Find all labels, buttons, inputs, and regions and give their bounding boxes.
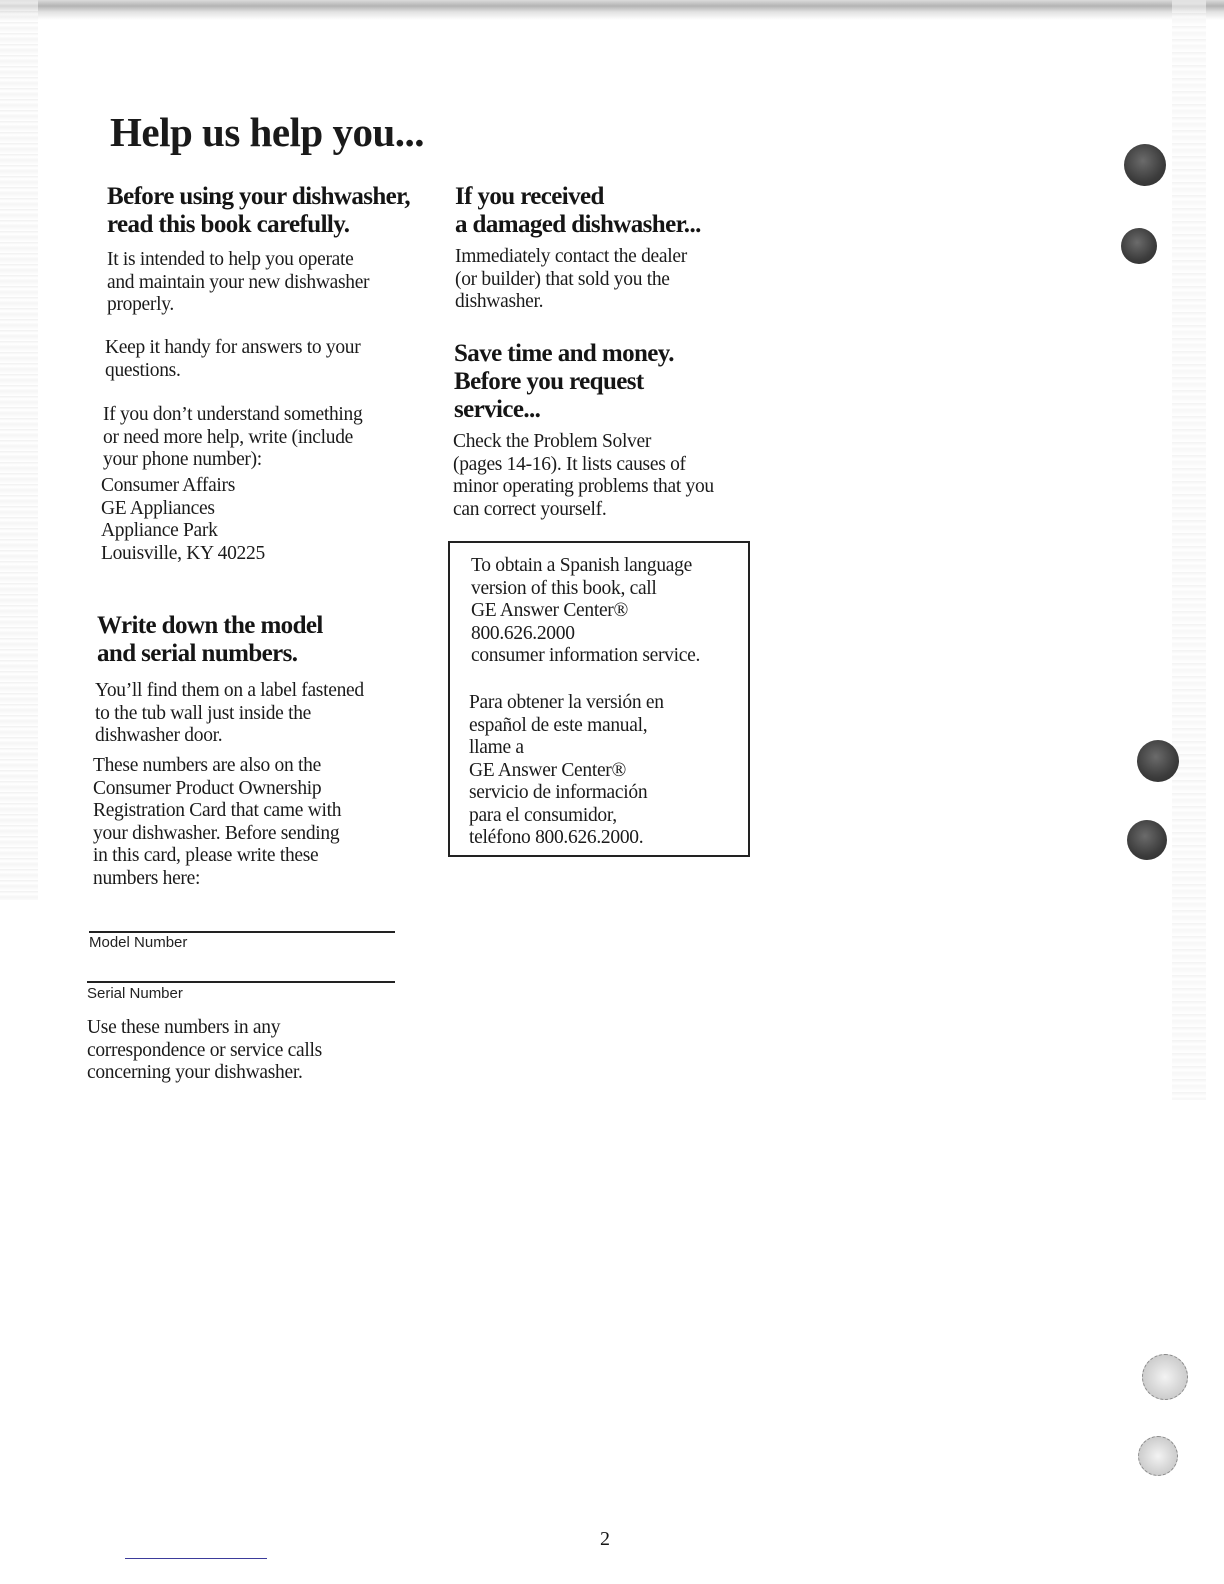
scan-edge-right: [1172, 0, 1206, 1100]
text-line: GE Answer Center®: [469, 759, 627, 781]
heading-line: read this book carefully.: [107, 211, 350, 238]
spanish-box-spanish-text: [469, 692, 664, 850]
text-line: (pages 14-16). It lists causes of: [453, 453, 686, 475]
text-line: your dishwasher. Before sending: [93, 822, 340, 844]
text-line: and maintain your new dishwasher: [107, 271, 370, 293]
mailing-address: [101, 475, 265, 565]
text-line: minor operating problems that you: [453, 476, 714, 497]
text-line: GE Answer Center®: [471, 600, 629, 621]
text-line: teléfono 800.626.2000.: [469, 827, 644, 848]
registration-card-paragraph: [93, 755, 341, 890]
heading-line: If you received: [455, 183, 604, 210]
binder-hole-icon: [1138, 1436, 1178, 1476]
text-line: It is intended to help you operate: [107, 249, 354, 270]
label-location-paragraph: [95, 680, 364, 748]
text-line: Para obtener la versión en: [469, 692, 664, 713]
page-title: Help us help you...: [110, 109, 425, 155]
address-line: Appliance Park: [101, 520, 218, 541]
text-line: to the tub wall just inside the: [95, 702, 312, 724]
heading-line: service...: [454, 396, 541, 423]
binder-hole-icon: [1137, 740, 1179, 782]
text-line: in this card, please write these: [93, 845, 319, 866]
page-number: 2: [600, 1528, 610, 1550]
help-paragraph: [103, 404, 362, 472]
address-line: GE Appliances: [101, 497, 215, 519]
address-line: Louisville, KY 40225: [101, 542, 265, 564]
heading-line: Before using your dishwasher,: [107, 183, 411, 210]
damaged-dishwasher-heading: [455, 183, 701, 239]
problem-solver-paragraph: [453, 431, 714, 521]
intro-paragraph: [107, 249, 369, 317]
binder-hole-icon: [1142, 1354, 1188, 1400]
text-line: dishwasher door.: [95, 725, 223, 746]
model-serial-heading: [97, 612, 323, 668]
text-line: servicio de información: [469, 782, 648, 803]
text-line: can correct yourself.: [453, 498, 607, 520]
serial-number-label: Serial Number: [87, 985, 183, 1002]
text-line: consumer information service.: [471, 645, 701, 666]
heading-line: Before you request: [454, 368, 644, 395]
text-line: or need more help, write (include: [103, 426, 353, 448]
text-line: These numbers are also on the: [93, 755, 321, 776]
text-line: llame a: [469, 737, 524, 758]
heading-line: and serial numbers.: [97, 640, 298, 667]
binder-hole-icon: [1121, 228, 1157, 264]
text-line: numbers here:: [93, 867, 201, 889]
text-line: español de este manual,: [469, 714, 648, 736]
before-using-heading: [107, 183, 410, 239]
text-line: Keep it handy for answers to your: [105, 337, 361, 358]
text-line: Immediately contact the dealer: [455, 246, 687, 267]
text-line: your phone number):: [103, 449, 262, 470]
text-line: questions.: [105, 359, 181, 381]
text-line: (or builder) that sold you the: [455, 268, 670, 290]
text-line: To obtain a Spanish language: [471, 555, 692, 576]
text-line: Registration Card that came with: [93, 800, 342, 821]
scan-edge-left: [0, 0, 38, 900]
model-number-label: Model Number: [89, 934, 188, 951]
scan-edge-top: [0, 0, 1224, 20]
closing-paragraph: [87, 1017, 322, 1085]
save-time-heading: [454, 340, 674, 424]
text-line: Check the Problem Solver: [453, 431, 652, 452]
binder-hole-icon: [1124, 144, 1166, 186]
heading-line: Save time and money.: [454, 340, 674, 367]
text-line: dishwasher.: [455, 291, 544, 312]
text-line: Use these numbers in any: [87, 1017, 281, 1038]
text-line: properly.: [107, 294, 174, 315]
binder-hole-icon: [1127, 820, 1167, 860]
spanish-box-english-text: [471, 555, 700, 668]
damaged-paragraph: [455, 246, 687, 314]
text-line: version of this book, call: [471, 577, 657, 599]
address-line: Consumer Affairs: [101, 475, 236, 496]
footer-rule: [125, 1558, 267, 1559]
text-line: concerning your dishwasher.: [87, 1062, 303, 1083]
model-number-field[interactable]: [89, 931, 395, 933]
text-line: You’ll find them on a label fastened: [95, 680, 364, 701]
text-line: para el consumidor,: [469, 804, 617, 826]
heading-line: a damaged dishwasher...: [455, 211, 701, 238]
text-line: correspondence or service calls: [87, 1039, 322, 1061]
keep-handy-paragraph: [105, 337, 360, 382]
phone-number: 800.626.2000: [471, 622, 575, 644]
heading-line: Write down the model: [97, 612, 323, 639]
text-line: Consumer Product Ownership: [93, 777, 322, 799]
serial-number-field[interactable]: [87, 981, 395, 983]
text-line: If you don’t understand something: [103, 404, 363, 425]
